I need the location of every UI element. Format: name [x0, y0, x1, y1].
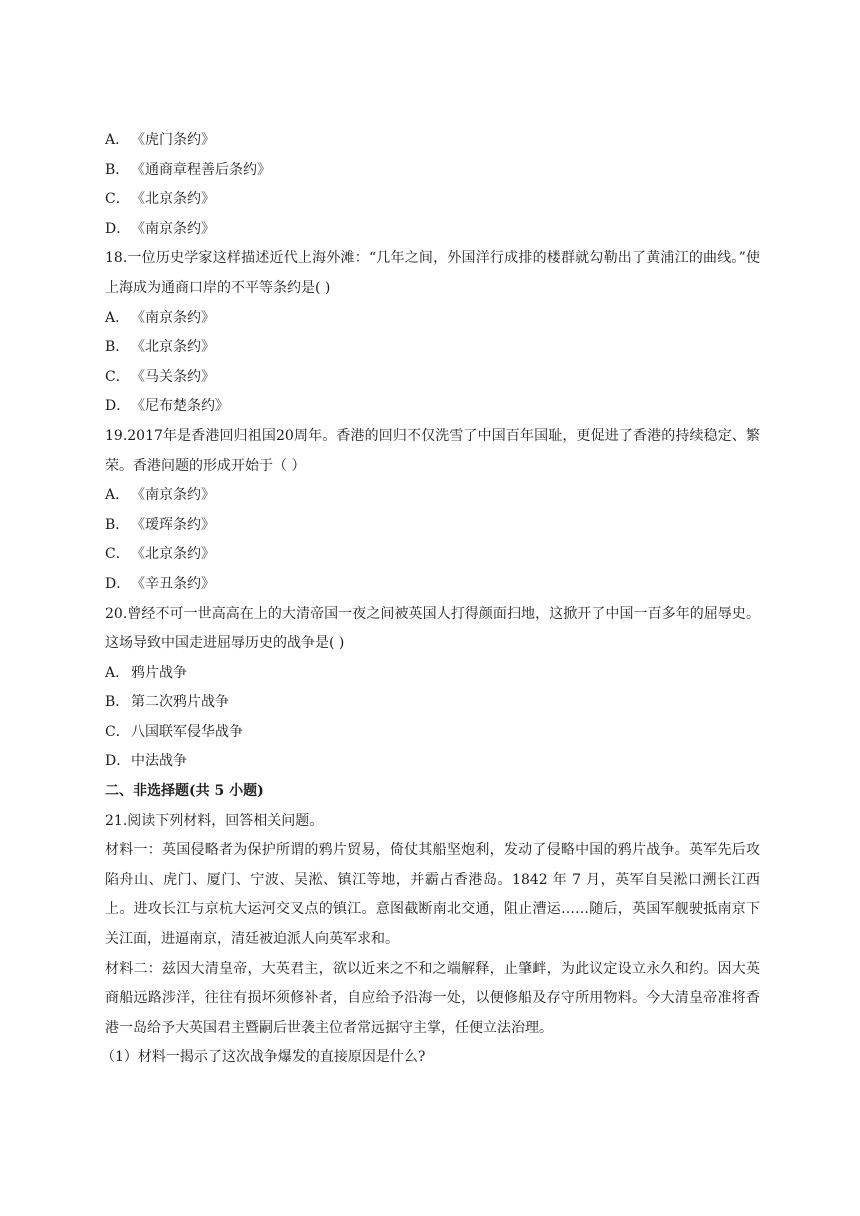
option-text: 《北京条约》 — [131, 191, 215, 208]
option-text: 中法战争 — [131, 753, 187, 770]
q21-stem: 21.阅读下列材料，回答相关问题。 — [105, 812, 324, 829]
option-text: 《南京条约》 — [131, 487, 215, 504]
question-21 — [101, 807, 760, 1073]
q21-material-2: 材料二：兹因大清皇帝，大英君主，欲以近来之不和之端解释，止肇衅，为此议定设立永久和约。因大英商船远路涉洋，往往有损坏须修补者，自应给予沿海一处，以便修船及存守所用物料。今大清皇帝准将香港一岛给予大英国君主暨嗣后世袭主位者常远据守主掌，任便立法治理。 — [105, 960, 760, 1036]
option-letter: B． — [105, 694, 130, 711]
option-text: 八国联军侵华战争 — [131, 723, 243, 740]
q17-option-c[interactable] — [105, 185, 760, 215]
q19-option-a[interactable] — [105, 481, 760, 511]
option-text: 鸦片战争 — [131, 664, 187, 681]
q17-options — [105, 126, 760, 244]
q18-option-b[interactable] — [105, 333, 760, 363]
q19-stem: 19.2017年是香港回归祖国20周年。香港的回归不仅洗雪了中国百年国耻，更促进了香港的持续稳定、繁荣。香港问题的形成开始于（ ） — [105, 427, 760, 474]
option-letter: A． — [105, 309, 130, 326]
option-letter: C． — [105, 368, 130, 385]
option-text: 《尼布楚条约》 — [131, 398, 229, 415]
q21-material-1: 材料一：英国侵略者为保护所谓的鸦片贸易，倚仗其船坚炮利，发动了侵略中国的鸦片战争。英军先后攻陷舟山、虎门、厦门、宁波、吴淞、镇江等地，并霸占香港岛。1842 年 7 月，英军自吴淞口溯长江西上。进攻长江与京杭大运河交叉点的镇江。意图截断南北交通，阻止漕运……随后，英国军舰驶抵南京下关江面，进逼南京，清廷被迫派人向英军求和。 — [105, 842, 760, 948]
q20-stem: 20.曾经不可一世高高在上的大清帝国一夜之间被英国人打得颜面扫地，这掀开了中国一百多年的屈辱史。这场导致中国走进屈辱历史的战争是( ) — [105, 605, 760, 652]
option-letter: B． — [105, 339, 130, 356]
option-text: 《辛丑条约》 — [131, 575, 215, 592]
option-text: 《北京条约》 — [131, 546, 215, 563]
option-text: 《北京条约》 — [131, 339, 215, 356]
option-letter: B． — [105, 516, 130, 533]
option-letter: C． — [105, 546, 130, 563]
option-letter: D． — [105, 575, 131, 592]
option-text: 《通商章程善后条约》 — [131, 161, 271, 178]
option-text: 《瑷珲条约》 — [131, 516, 215, 533]
section-heading: 二、非选择题(共 5 小题) — [105, 783, 264, 800]
question-19 — [105, 422, 760, 600]
option-letter: B． — [105, 161, 130, 178]
option-letter: A． — [105, 132, 130, 148]
q21-sub-question-1: （1）材料一揭示了这次战争爆发的直接原因是什么? — [101, 1049, 426, 1066]
q17-option-b[interactable] — [105, 156, 760, 186]
option-letter: D． — [105, 753, 131, 770]
q18-option-c[interactable] — [105, 363, 760, 393]
option-text: 第二次鸦片战争 — [131, 694, 229, 711]
q19-option-c[interactable] — [105, 540, 760, 570]
q19-option-b[interactable] — [105, 511, 760, 541]
question-20 — [105, 600, 760, 778]
q20-option-b[interactable] — [105, 688, 760, 718]
q18-option-d[interactable] — [105, 392, 760, 422]
option-letter: C． — [105, 191, 130, 208]
option-text: 《马关条约》 — [131, 368, 215, 385]
option-text: 《虎门条约》 — [131, 132, 215, 148]
option-letter: D． — [105, 398, 131, 415]
q18-stem: 18.一位历史学家这样描述近代上海外滩：“几年之间，外国洋行成排的楼群就勾勒出了黄浦江的曲线。”使上海成为通商口岸的不平等条约是( ) — [105, 250, 760, 296]
document-page — [101, 126, 760, 1073]
q18-option-a[interactable] — [105, 304, 760, 334]
q20-option-d[interactable] — [105, 747, 760, 777]
option-text: 《南京条约》 — [131, 220, 215, 237]
option-letter: D． — [105, 220, 131, 237]
q17-option-d[interactable] — [105, 215, 760, 245]
option-text: 《南京条约》 — [131, 309, 215, 326]
option-letter: A． — [105, 487, 130, 504]
q17-option-a[interactable] — [105, 126, 760, 156]
q19-option-d[interactable] — [105, 570, 760, 600]
q20-option-a[interactable] — [105, 659, 760, 689]
option-letter: A． — [105, 664, 130, 681]
option-letter: C． — [105, 723, 130, 740]
question-18 — [105, 244, 760, 422]
q20-option-c[interactable] — [105, 718, 760, 748]
